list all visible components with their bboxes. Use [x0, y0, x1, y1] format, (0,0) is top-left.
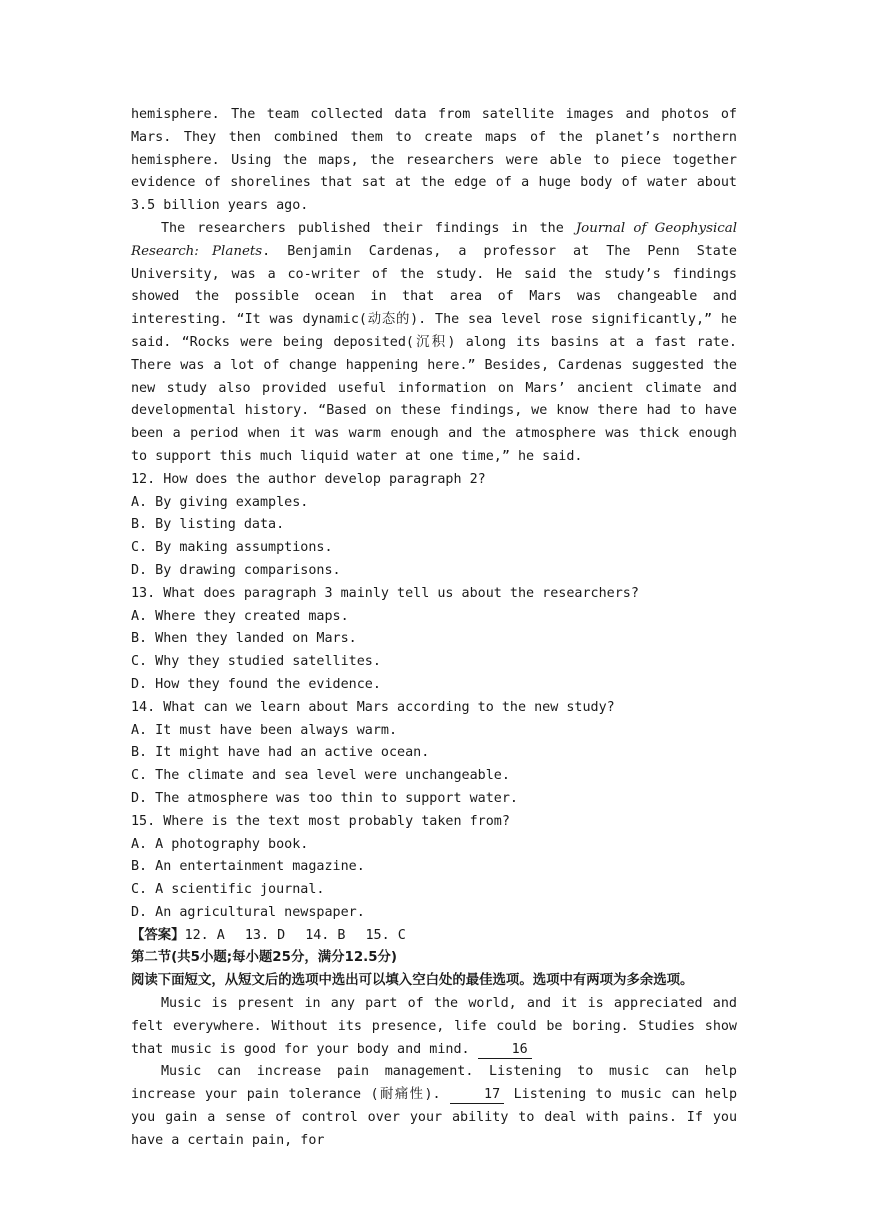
- paragraph-2-intro: The researchers published their findings in the: [161, 220, 576, 236]
- option: C. The climate and sea level were unchangeable.: [131, 768, 510, 784]
- option: D. An agricultural newspaper.: [131, 904, 365, 920]
- question-15: [131, 811, 737, 925]
- answer-item: 14. B: [305, 927, 346, 943]
- option: B. By listing data.: [131, 517, 285, 533]
- cloze-paragraph-1-text: Music is present in any part of the world, and it is appreciated and felt everywhere. Without its presence, life could be boring. Studies show that music is good for your body and mind.: [131, 996, 737, 1057]
- cloze-paragraph-2: [131, 1061, 737, 1152]
- option: A. It must have been always warm.: [131, 722, 398, 738]
- section-heading: 第二节(共5小题;每小题25分，满分12.5分): [131, 950, 398, 966]
- blank-17[interactable]: 17: [450, 1087, 504, 1104]
- answer-label: 【答案】: [131, 927, 185, 943]
- paragraph-2-body: . Benjamin Cardenas, a professor at The Penn State University, was a co-writer of the study. He said the study’s findings showed the possible ocean in that area of Mars was changeable and interesting. “It was dynamic(动态的). The sea level rose significantly,” he said. “Rocks were being deposited(沉积) along its basins at a fast rate. There was a lot of change happening here.” Besides, Cardenas suggested the new study also provided useful information on Mars’ ancient climate and developmental history. “Based on these findings, we know there had to have been a period when it was warm enough and the atmosphere was thick enough to support this much liquid water at one time,” he said.: [131, 243, 737, 464]
- option: C. A scientific journal.: [131, 882, 325, 898]
- blank-16[interactable]: 16: [478, 1042, 532, 1059]
- question-stem: 15. Where is the text most probably taken from?: [131, 813, 510, 829]
- journal-title: Journal of Geophysical Research: Planets: [131, 220, 738, 259]
- passage-paragraph-2: [131, 218, 737, 469]
- question-stem: 14. What can we learn about Mars according to the new study?: [131, 699, 615, 715]
- section-instruction: 阅读下面短文，从短文后的选项中选出可以填入空白处的最佳选项。选项中有两项为多余选项。: [131, 973, 694, 989]
- cloze-paragraph-2-rest: Listening to music can help you gain a sense of control over your ability to deal with pains. If you have a certain pain, for: [131, 1087, 738, 1148]
- answer-item: 13. D: [244, 927, 286, 943]
- option: B. When they landed on Mars.: [131, 631, 357, 647]
- answer-item: 15. C: [365, 927, 406, 943]
- option: A. By giving examples.: [131, 494, 309, 510]
- option: D. By drawing comparisons.: [131, 562, 341, 578]
- option: C. Why they studied satellites.: [131, 654, 381, 670]
- cloze-paragraph-1: [131, 993, 737, 1061]
- option: D. How they found the evidence.: [131, 676, 381, 692]
- passage-paragraph-1: hemisphere. The team collected data from satellite images and photos of Mars. They then combined them to create maps of the planet’s northern hemisphere. Using the maps, the researchers were able to piece together evidence of shorelines that sat at the edge of a huge body of water about 3.5 billion years ago.: [131, 107, 737, 214]
- option: C. By making assumptions.: [131, 540, 333, 556]
- question-13: [131, 583, 737, 697]
- question-stem: 12. How does the author develop paragraph 2?: [131, 471, 486, 487]
- option: B. An entertainment magazine.: [131, 859, 365, 875]
- document-page: [131, 104, 737, 1153]
- question-stem: 13. What does paragraph 3 mainly tell us about the researchers?: [131, 585, 639, 601]
- question-14: [131, 697, 737, 811]
- option: B. It might have had an active ocean.: [131, 745, 430, 761]
- answer-item: 12. A: [184, 927, 225, 943]
- option: A. Where they created maps.: [131, 608, 349, 624]
- answer-key: [131, 925, 737, 948]
- option: D. The atmosphere was too thin to support water.: [131, 790, 518, 806]
- question-12: [131, 469, 737, 583]
- option: A. A photography book.: [131, 836, 309, 852]
- cloze-paragraph-2-intro: Music can increase pain management. Listening to music can help increase your pain tolerance (耐痛性).: [131, 1064, 737, 1103]
